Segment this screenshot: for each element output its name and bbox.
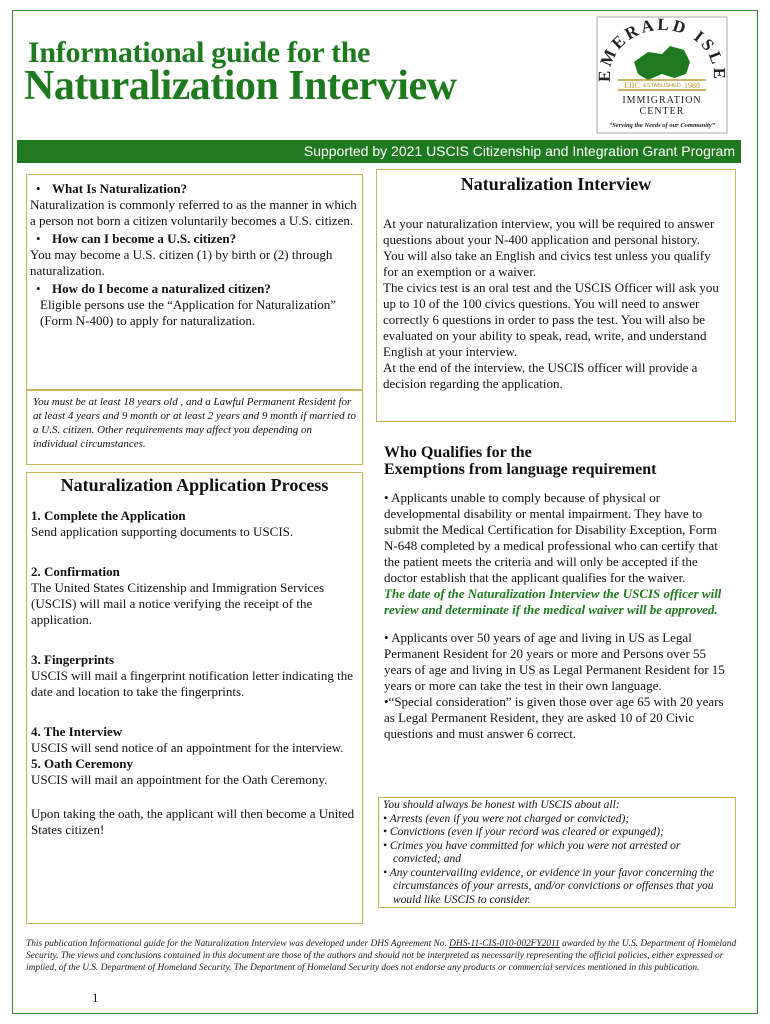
- interview-paragraph-3: The civics test is an oral test and the USCIS Officer will ask you up to 10 of the 100 civics questions. You will need to answer correctly 6 questions in order to pass the test. You will also be evaluated on your ability to speak, read, write, and understand English at your interview.: [383, 280, 719, 359]
- honesty-item: • Arrests (even if you were not charged or convicted);: [383, 812, 630, 825]
- exemptions-section: [384, 444, 732, 742]
- honesty-box: [378, 797, 736, 908]
- step-3-text: USCIS will mail a fingerprint notification letter indicating the date and location to take the fingerprints.: [31, 668, 354, 699]
- step-2-title: 2. Confirmation: [31, 564, 120, 579]
- step-5-text: USCIS will mail an appointment for the Oath Ceremony.: [31, 772, 328, 787]
- faq-answer-2: You may become a U.S. citizen (1) by birth or (2) through naturalization.: [30, 247, 333, 278]
- title-line-2: Naturalization Interview: [24, 63, 457, 109]
- honesty-intro: You should always be honest with USCIS about all:: [383, 799, 620, 811]
- grant-banner: Supported by 2021 USCIS Citizenship and Integration Grant Program: [17, 140, 741, 163]
- faq-question-2: • How can I become a U.S. citizen?: [30, 231, 359, 247]
- footer-agreement-number: DHS-11-CIS-010-002FY2011: [449, 939, 560, 949]
- honesty-item: • Crimes you have committed for which you were not arrested or convicted; and: [383, 839, 681, 865]
- title-line-1: Informational guide for the: [28, 36, 371, 69]
- interview-heading: Naturalization Interview: [460, 174, 652, 194]
- eligibility-note-box: [26, 390, 363, 465]
- exemption-disability-note: The date of the Naturalization Interview the USCIS officer will review and determinate if the medical waiver will be approved.: [384, 586, 722, 617]
- interview-box: [376, 169, 736, 422]
- faq-answer-3: Eligible persons use the “Application for Naturalization” (Form N-400) to apply for naturalization.: [40, 297, 337, 328]
- logo-emblem: [596, 16, 728, 134]
- honesty-item: • Convictions (even if your record was cleared or expunged);: [383, 826, 664, 838]
- honesty-item: • Any countervailing evidence, or evidence in your favor concerning the circumstances of your arrests, and/or convictions or offenses that you would like USCIS to consider.: [383, 866, 715, 906]
- logo-name-2: CENTER: [639, 106, 685, 117]
- faq-question-1: • What Is Naturalization?: [30, 181, 359, 197]
- logo-name-1: IMMIGRATION: [622, 95, 702, 106]
- emerald-isle-logo: [596, 16, 728, 134]
- step-1-text: Send application supporting documents to USCIS.: [31, 524, 294, 539]
- step-2-text: The United States Citizenship and Immigration Services (USCIS) will mail a notice verifying the receipt of the application.: [31, 580, 325, 627]
- footer-disclaimer: [26, 938, 738, 975]
- logo-est-right: 1988: [684, 81, 700, 90]
- logo-top-text: EMERALD ISLE: [596, 16, 728, 83]
- faq-box: [26, 174, 363, 390]
- exemption-special: •“Special consideration” is given those over age 65 with 20 years as Legal Permanent Resident, they are asked 10 of 20 Civic questions and must answer 6 correct.: [384, 694, 724, 741]
- footer-text-pre: This publication Informational guide for the Naturalization Interview was developed under DHS Agreement No.: [26, 939, 450, 949]
- process-heading: Naturalization Application Process: [60, 475, 329, 495]
- step-4-title: 4. The Interview: [31, 724, 123, 739]
- process-closing: Upon taking the oath, the applicant will then become a United States citizen!: [31, 806, 355, 837]
- step-4-text: USCIS will send notice of an appointment for the interview.: [31, 740, 344, 755]
- logo-est-left: EIIC: [624, 81, 640, 90]
- exemptions-heading-1: Who Qualifies for the: [384, 444, 532, 461]
- logo-established: ESTABLISHED: [643, 83, 681, 89]
- logo-tagline: “Serving the Needs of our Community”: [609, 122, 715, 129]
- eligibility-note: You must be at least 18 years old , and a Lawful Permanent Resident for at least 4 years and 9 month or at least 2 years and 9 month if married to a U.S. citizen. Other requirements may affect you depending on individual circumstances.: [33, 396, 356, 450]
- step-1-title: 1. Complete the Application: [31, 508, 186, 523]
- step-3-title: 3. Fingerprints: [31, 652, 115, 667]
- exemptions-heading-2: Exemptions from language requirement: [384, 461, 657, 478]
- exemption-disability: • Applicants unable to comply because of physical or developmental disability or mental impairment. They have to submit the Medical Certification for Disability Exception, Form N-648 completed by a medical professional who can certify that the patient meets the criteria and will only be accepted if the doctor establish that the applicant qualifies for the waiver.: [384, 490, 718, 585]
- footer-text-post: awarded by the U.S. Department of Homeland Security. The views and conclusions contained in this document are those of the authors and should not be interpreted as necessarily representing the official policies, either expressed or implied, of the U.S. Department of Homeland Security. The Department of Homeland Security does not endorse any products or commercial services mentioned in this publication.: [26, 939, 737, 974]
- exemption-age: • Applicants over 50 years of age and living in US as Legal Permanent Resident for 20 years or more and Persons over 55 years of age and living in US as Legal Permanent Resident for 15 years or more can take the test in their own language.: [384, 630, 725, 693]
- step-5-title: 5. Oath Ceremony: [31, 756, 133, 771]
- faq-answer-1: Naturalization is commonly referred to as the manner in which a person not born a citizen voluntarily becomes a U.S. citizen.: [30, 197, 357, 228]
- interview-paragraph-1: At your naturalization interview, you will be required to answer questions about your N-400 application and personal history.: [383, 216, 715, 247]
- interview-paragraph-4: At the end of the interview, the USCIS officer will provide a decision regarding the application.: [383, 360, 698, 391]
- interview-paragraph-2: You will also take an English and civics test unless you qualify for an exemption or a waiver.: [383, 248, 711, 279]
- faq-question-3: • How do I become a naturalized citizen?: [30, 281, 359, 297]
- page-number: 1: [92, 990, 99, 1005]
- process-box: [26, 472, 363, 924]
